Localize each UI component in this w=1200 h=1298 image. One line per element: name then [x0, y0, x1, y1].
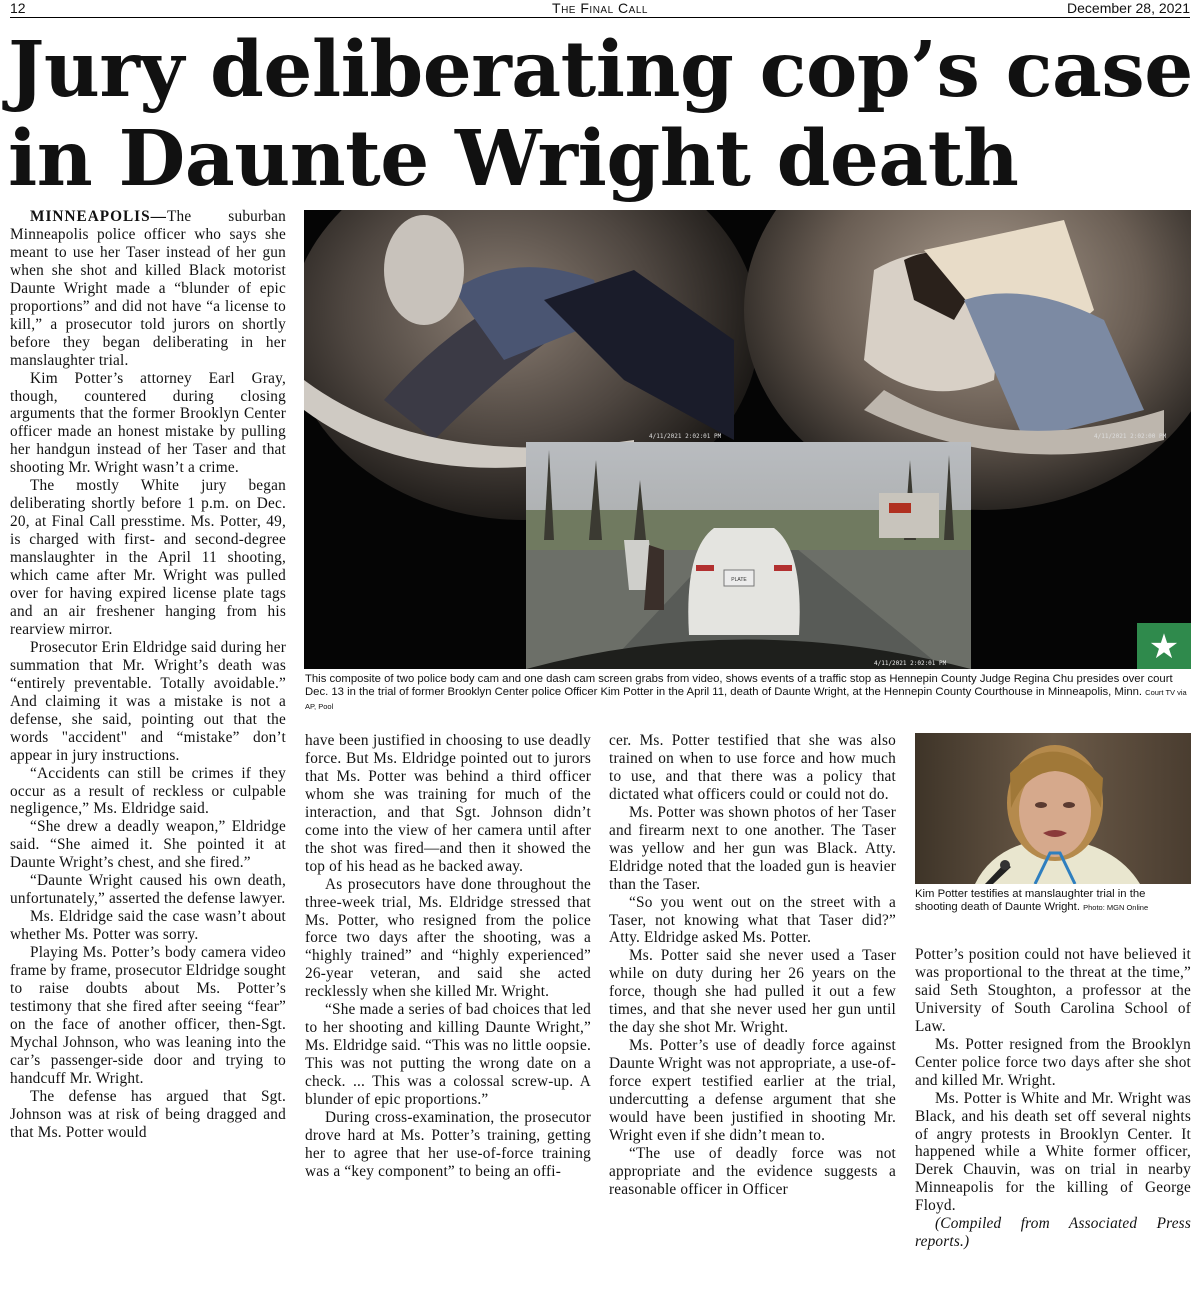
paragraph: The defense has argued that Sgt. Johnson was at risk of being dragged and that Ms. Potter would	[10, 1087, 286, 1141]
star-icon: ★	[1148, 627, 1180, 667]
dateline: MINNEAPOLIS—	[30, 208, 167, 225]
timestamp-dashcam: 4/11/2021 2:02:01 PM	[874, 660, 947, 667]
headline	[8, 26, 1198, 204]
portrait-photo-image	[915, 733, 1191, 884]
photo-credit: Court TV via AP, Pool	[305, 688, 1187, 711]
page-number: 12	[10, 0, 26, 16]
composite-photo	[304, 210, 1191, 669]
paragraph: During cross-examination, the prosecutor drove hard at Ms. Potter’s training, getting her to agree that her use-of-force training was a “key component” to being an offi-	[305, 1109, 591, 1180]
composite-photo-image	[304, 210, 1191, 669]
paragraph: Ms. Potter was shown photos of her Taser and firearm next to one another. The Taser was yellow and her gun was Black. Atty. Eldridge noted that the loaded gun is heavier than the Taser.	[609, 803, 896, 893]
paragraph: Ms. Potter resigned from the Brooklyn Center police force two days after she shot and killed Mr. Wright.	[915, 1035, 1191, 1089]
caption-text: This composite of two police body cam and one dash cam screen grabs from video, shows events of a traffic stop as Hennepin County Judge Regina Chu presides over court Dec. 13 in the trial of former Brooklyn Center police Officer Kim Potter in the April 11, death of Daunte Wright, at the Hennepin County Courthouse in Minneapolis, Minn.	[305, 673, 1173, 699]
paragraph: “Accidents can still be crimes if they occur as a result of reckless or culpable negligence,” Ms. Eldridge said.	[10, 764, 286, 818]
paragraph: “She made a series of bad choices that led to her shooting and killing Daunte Wright,” Ms. Eldridge said. “This was no little oopsie. This was not putting the wrong date on a check. ... This was a colossal screw-up. A blunder of epic proportions.”	[305, 1001, 591, 1109]
paragraph: Ms. Potter’s use of deadly force against Daunte Wright was not appropriate, a use-of-force expert testified earlier at the trial, undercutting a defense argument that she would have been justified in shooting Mr. Wright even if she didn’t mean to.	[609, 1037, 896, 1144]
paragraph: “The use of deadly force was not appropriate and the evidence suggests a reasonable officer in Officer	[609, 1144, 896, 1198]
license-plate: PLATE	[731, 577, 747, 583]
paragraph: “So you went out on the street with a Taser, not knowing what that Taser did?” Atty. Eldridge asked Ms. Potter.	[609, 893, 896, 947]
portrait-photo-credit: Photo: MGN Online	[1083, 903, 1149, 913]
headline-line-2: in Daunte Wright death	[8, 114, 1019, 204]
article-column-4	[915, 946, 1191, 1251]
timestamp-right: 4/11/2021 2:02:00 PM	[1094, 433, 1167, 440]
paragraph	[10, 208, 286, 370]
paragraph: Potter’s position could not have believed it was proportional to the threat at the time,” said Seth Stoughton, a professor at the University of South Carolina School of Law.	[915, 946, 1191, 1035]
page-header	[10, 0, 1190, 18]
paragraph: Playing Ms. Potter’s body camera video frame by frame, prosecutor Eldridge sought to raise doubts about Ms. Potter’s testimony that she fired after seeing “fear” on the face of another officer, then-Sgt. Mychal Johnson, who was leaning into the car’s passenger-side door and trying to handcuff Mr. Wright.	[10, 944, 287, 1087]
paragraph: Prosecutor Erin Eldridge said during her summation that Mr. Wright’s death was “entirely preventable. Totally avoidable.” And claiming it was a mistake is not a defense, she said, pointing out that the words "accident" and “mistake” don’t appear in jury instructions.	[10, 638, 286, 764]
paragraph: have been justified in choosing to use deadly force. But Ms. Eldridge pointed out to jurors that Ms. Potter was behind a third officer whom she was training for much of the interaction, and that Sgt. Johnson didn’t come into the view of her camera until after the shot was fired—and then it showed the top of his head as he backed away.	[305, 732, 591, 875]
signoff: (Compiled from Associated Press reports.)	[915, 1215, 1191, 1251]
article-column-2	[305, 732, 591, 1181]
paragraph: Ms. Potter said she never used a Taser while on duty during her 26 years on the force, though she had pulled it out a few times, and that she never used her gun until the day she shot Mr. Wright.	[609, 947, 896, 1037]
paragraph: Kim Potter’s attorney Earl Gray, though, countered during closing arguments that the former Brooklyn Center officer made an honest mistake by pulling her handgun instead of her Taser and that shooting Mr. Wright wasn’t a crime.	[10, 369, 286, 477]
paragraph: The mostly White jury began deliberating shortly before 1 p.m. on Dec. 20, at Final Call presstime. Ms. Potter, 49, is charged with first- and second-degree manslaughter in the April 11 shooting, which came after Mr. Wright was pulled over for having expired license plate tags and an air freshener hanging from his rearview mirror.	[10, 477, 286, 638]
article-column-3	[609, 732, 896, 1199]
paragraph: Ms. Eldridge said the case wasn’t about whether Ms. Potter was sorry.	[10, 908, 286, 944]
paragraph: “Daunte Wright caused his own death, unfortunately,” asserted the defense lawyer.	[10, 872, 286, 908]
composite-photo-caption	[305, 673, 1191, 713]
timestamp-left: 4/11/2021 2:02:01 PM	[649, 433, 722, 440]
portrait-photo	[915, 733, 1191, 884]
portrait-caption-text: Kim Potter testifies at manslaughter trial in the shooting death of Daunte Wright.	[915, 888, 1146, 914]
article-column-1	[10, 208, 286, 1142]
paragraph-text: The suburban Minneapolis police officer who says she meant to use her Taser instead of her gun when she shot and killed Black motorist Daunte Wright made a “blunder of epic proportions” and did not have “a license to kill,” a prosecutor told jurors on shortly before they began deliberating in her manslaughter trial.	[10, 208, 286, 369]
publication-name: The Final Call	[552, 0, 648, 16]
paragraph: As prosecutors have done throughout the three-week trial, Ms. Eldridge stressed that Ms. Potter, who resigned from the police force two days after the shooting, was a “highly trained” and “highly experienced” 26-year veteran, and said she acted recklessly when she killed Mr. Wright.	[305, 875, 591, 1001]
portrait-photo-caption	[915, 888, 1191, 915]
paragraph: “She drew a deadly weapon,” Eldridge said. “She aimed it. She pointed it at Daunte Wright’s chest, and she fired.”	[10, 818, 286, 872]
paragraph: cer. Ms. Potter testified that she was also trained on when to use force and how much to use, and that there was a policy that dictated what officers could or could not do.	[609, 732, 896, 803]
paragraph: Ms. Potter is White and Mr. Wright was Black, and his death set off several nights of angry protests in Brooklyn Center. It happened while a White former officer, Derek Chauvin, was on trial in nearby Minneapolis for the killing of George Floyd.	[915, 1089, 1191, 1215]
issue-date: December 28, 2021	[1067, 0, 1190, 16]
headline-line-1: Jury deliberating cop’s case	[8, 25, 1193, 115]
